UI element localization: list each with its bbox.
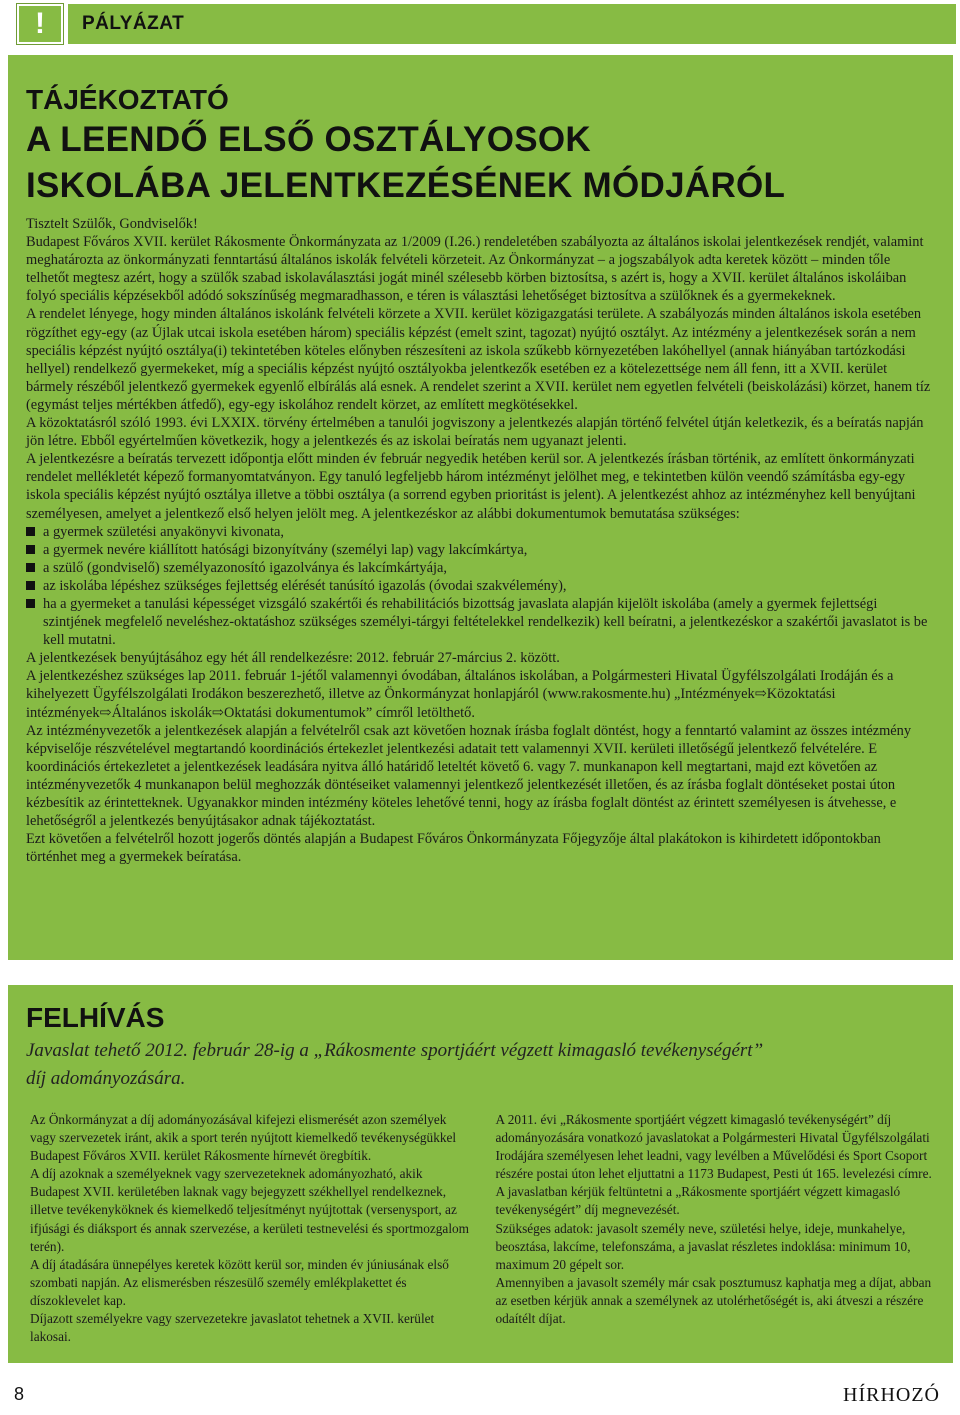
two-column-body bbox=[26, 1111, 935, 1346]
article-title-line-1: A LEENDŐ ELSŐ OSZTÁLYOSOK bbox=[26, 120, 591, 159]
paragraph: Szükséges adatok: javasolt személy neve, születési helye, ideje, munkahelye, beosztása, lakcíme, telefonszáma, a javaslat részletes indoklása: minimum 10, maximum 20 gépelt sor. bbox=[495, 1220, 911, 1272]
tajekoztato-panel bbox=[8, 55, 953, 960]
publication-name: HÍRHOZÓ bbox=[843, 1384, 940, 1406]
right-column bbox=[496, 1111, 936, 1346]
page-number: 8 bbox=[14, 1384, 25, 1404]
paragraph: A 2011. évi „Rákosmente sportjáért végzett kimagasló tevékenységért” díj adományozására vonatkozó javaslatokat a Polgármesteri Hivatal Ügyfélszolgálati Irodájára személyesen lehet leadni, vagy levélben a Művelődési és Sport Csoport részére postai úton lehet eljuttatni a 1173 Budapest, Pesti út 165. levelezési címre. bbox=[495, 1112, 932, 1182]
paragraph: A javaslatban kérjük feltüntetni a „Rákosmente sportjáért végzett kimagasló tevékenységért” díj megnevezését. bbox=[495, 1184, 901, 1218]
bullet-square-icon bbox=[26, 563, 35, 572]
left-column bbox=[30, 1111, 470, 1346]
bullet-square-icon bbox=[26, 545, 35, 554]
bullet-square-icon bbox=[26, 527, 35, 536]
article-title-line-2: ISKOLÁBA JELENTKEZÉSÉNEK MÓDJÁRÓL bbox=[26, 166, 786, 205]
felhivas-subtitle-line-1: Javaslat tehető 2012. február 28-ig a „Rákosmente sportjáért végzett kimagasló tevékenységért” bbox=[26, 1040, 764, 1061]
exclamation-symbol: ! bbox=[35, 7, 45, 40]
bullet-square-icon bbox=[26, 581, 35, 590]
paragraph: Az intézményvezetők a jelentkezések alapján a felvételről csak azt követően hoznak írásba foglalt döntést, hogy a fenntartó valamint az összes intézmény képviselője részvételével megtartandó koordinációs értekezlet jelentkezési adatait tett valamennyi XVII. kerületi illetőségű jelentkező felvételére. E koordinációs értekezletet a jelentkezések leadására nyitva álló határidő leteltét követő 6. vagy 7. munkanapon kell megtartani, majd ezt követően az intézményvezetők 4 munkanapon belül meghozzák döntéseiket valamennyi jelentkező jelentkezését illetően, és az írásba foglalt döntéseket postai úton kézbesítik az érintetteknek. Ugyanakkor minden intézmény köteles lehetővé tenni, hogy az írásba foglalt döntést az érintett személyesen is átvehesse, e lehetőségről a jelentkezés benyújtásakor adnak tájékoztatást. bbox=[26, 722, 912, 830]
article-kicker: TÁJÉKOZTATÓ bbox=[26, 84, 229, 115]
list-item-text: a gyermek születési anyakönyvi kivonata, bbox=[43, 523, 284, 540]
list-item-text: ha a gyermeket a tanulási képességet vizsgáló szakértői és rehabilitációs bizottság javaslata alapján kijelölt iskolába (amely a gyermek fejlettségi szintjének megfelelő neveléshez-oktatáshoz szükséges személyi-tárgyi feltételekkel rendelkezik) kell beíratni, a jelentkezéskor a szakértői javaslatot is be kell mutatni. bbox=[43, 595, 928, 649]
paragraph: A jelentkezéshez szükséges lap 2011. február 1-jétől valamennyi óvodában, általános iskolában, a Polgármesteri Hivatal Ügyfélszolgálati Irodáján és a kihelyezett Ügyfélszolgálati Irodákon beszerezhető, illetve az Önkormányzat honlapjáról (www.rakosmente.hu) „Intézmények⇨Közoktatási intézmények⇨Általános iskolák⇨Oktatási dokumentumok” címről letölthető. bbox=[26, 668, 894, 721]
paragraph: Ezt követően a felvételről hozott jogerős döntés alapján a Budapest Főváros Önkormányzata Főjegyzője által plakátokon is kihirdetett időpontokban történhet meg a gyermekek beíratása. bbox=[26, 831, 881, 866]
felhivas-title: FELHÍVÁS bbox=[26, 1002, 165, 1033]
paragraph: Budapest Főváros XVII. kerület Rákosmente Önkormányzata az 1/2009 (I.26.) rendeletében szabályozta az általános iskolai jelentkezések rendjét, valamint meghatározta az önkormányzati fenntartású általános iskolák felvételi körzeteit. Az Önkormányzat – a jogszabályok adta keretek között – minden tőle telhetőt megtesz azért, hogy a szülők szabad iskolaválasztási jogát minél szélesebb körben biztosítsa, s azért is, hogy a XVII. kerület általános iskoláiban folyó speciális képzésekből adódó sokszínűség megmaradhasson, e téren is választási lehetőséget biztosítva a szülőknek és a gyermekeknek. bbox=[26, 234, 924, 305]
list-item bbox=[26, 577, 935, 595]
section-header-bar bbox=[68, 4, 956, 44]
bullet-square-icon bbox=[26, 599, 35, 608]
paragraph: A jelentkezésre a beíratás tervezett időpontja előtt minden év február negyedik hetében kerül sor. A jelentkezés írásban történik, az említett önkormányzati rendelet mellékletét képező formanyomtatványon. Egy tanuló legfeljebb három intézményt jelölhet meg, e tekintetben külön veendő számításba egy-egy iskola speciális képzést nyújtó osztálya illetve a többi osztálya (a sorrend egyben prioritást is jelent). A jelentkezést ahhoz az intézményhez kell benyújtani személyesen, amelyet a jelentkező első helyen jelölt meg. A jelentkezéskor az alábbi dokumentumok bemutatása szükséges: bbox=[26, 451, 916, 522]
list-item-text: a szülő (gondviselő) személyazonosító igazolványa és lakcímkártyája, bbox=[43, 559, 447, 576]
list-item-text: a gyermek nevére kiállított hatósági bizonyítvány (személyi lap) vagy lakcímkártya, bbox=[43, 541, 528, 558]
paragraph: A közoktatásról szóló 1993. évi LXXIX. törvény értelmében a tanulói jogviszony a jelentkezés alapján történő felvétel útján keletkezik, és a beíratás napján jön létre. Ebből egyértelműen következik, hogy a jelentkezés és az iskolai beíratás nem ugyanazt jelenti. bbox=[26, 415, 924, 450]
paragraph: Az Önkormányzat a díj adományozásával kifejezi elismerését azon személyek vagy szervezetek iránt, akik a sport terén nyújtott kiemelkedő tevékenységükkel Budapest Főváros XVII. kerület Rákosmente hírnevét öregbítik. bbox=[30, 1112, 457, 1164]
felhivas-subtitle-line-2: díj adományozására. bbox=[26, 1068, 186, 1089]
paragraph: A jelentkezések benyújtásához egy hét áll rendelkezésre: 2012. február 27-március 2. között. bbox=[26, 650, 560, 667]
paragraph: Díjazott személyekre vagy szervezetekre javaslatot tehetnek a XVII. kerület lakosai. bbox=[30, 1311, 435, 1345]
list-item bbox=[26, 541, 935, 559]
greeting: Tisztelt Szülők, Gondviselők! bbox=[26, 216, 198, 232]
paragraph: A díj azoknak a személyeknek vagy szervezeteknek adományozható, akik Budapest XVII. kerületében laknak vagy bejegyzett székhellyel rendelkeznek, illetve tevékenyköknek és kiemelkedő teljesítményt nyújtottak (versenysport, az ifjúsági és diáksport és annak szervezése, a kerületi testnevelési és sportmozgalom terén). bbox=[30, 1166, 470, 1254]
list-item bbox=[26, 559, 935, 577]
exclamation-icon bbox=[17, 4, 63, 44]
list-item-text: az iskolába lépéshez szükséges fejlettség elérését tanúsító igazolás (óvodai szakvélemény), bbox=[43, 577, 567, 594]
felhivas-panel bbox=[8, 985, 953, 1363]
paragraph: Amennyiben a javasolt személy már csak posztumusz kaphatja meg a díjat, abban az esetben kérjük annak a személynek az utolérhetőségét is, aki átveszi a részére odaítélt díjat. bbox=[495, 1274, 932, 1327]
article-body bbox=[26, 215, 935, 866]
list-item bbox=[26, 595, 935, 649]
page-header bbox=[0, 0, 960, 44]
section-label: PÁLYÁZAT bbox=[82, 13, 185, 34]
list-item bbox=[26, 523, 935, 541]
paragraph: A díj átadására ünnepélyes keretek között kerül sor, minden év júniusának első szombati napján. Az elismerésben részesülő személy emlékplakettet és díszoklevelet kap. bbox=[30, 1256, 449, 1308]
paragraph: A rendelet lényege, hogy minden általános iskolánk felvételi körzete a XVII. kerület közigazgatási területe. A szabályozás minden általános iskola esetében rögzíthet egy-egy (az Újlak utcai iskola esetében három) speciális képzést (emelt szint, tagozat) nyújtó osztályt. Az intézmény a jelentkezések során a nem speciális képzést nyújtó osztálya(i) tekintetében köteles előnyben részesíteni az iskola szűkebb környezetében lakóhellyel (annak hiányában tartózkodási hellyel) rendelkező gyermekeket, míg a speciális képzést nyújtó osztályokba jelentkezők esetében ez a kötelezettsége nem áll fenn, itt a XVII. kerület bármely részéből jelentkező gyermekek egyenlő elbírálás alá esnek. A rendelet szerint a XVII. kerület nem egyetlen felvételi (beiskolázási) körzet, hanem tíz (egymást teljes mértékben átfedő), egy-egy iskolához rendelt körzet, az említett megkötésekkel. bbox=[26, 306, 931, 413]
